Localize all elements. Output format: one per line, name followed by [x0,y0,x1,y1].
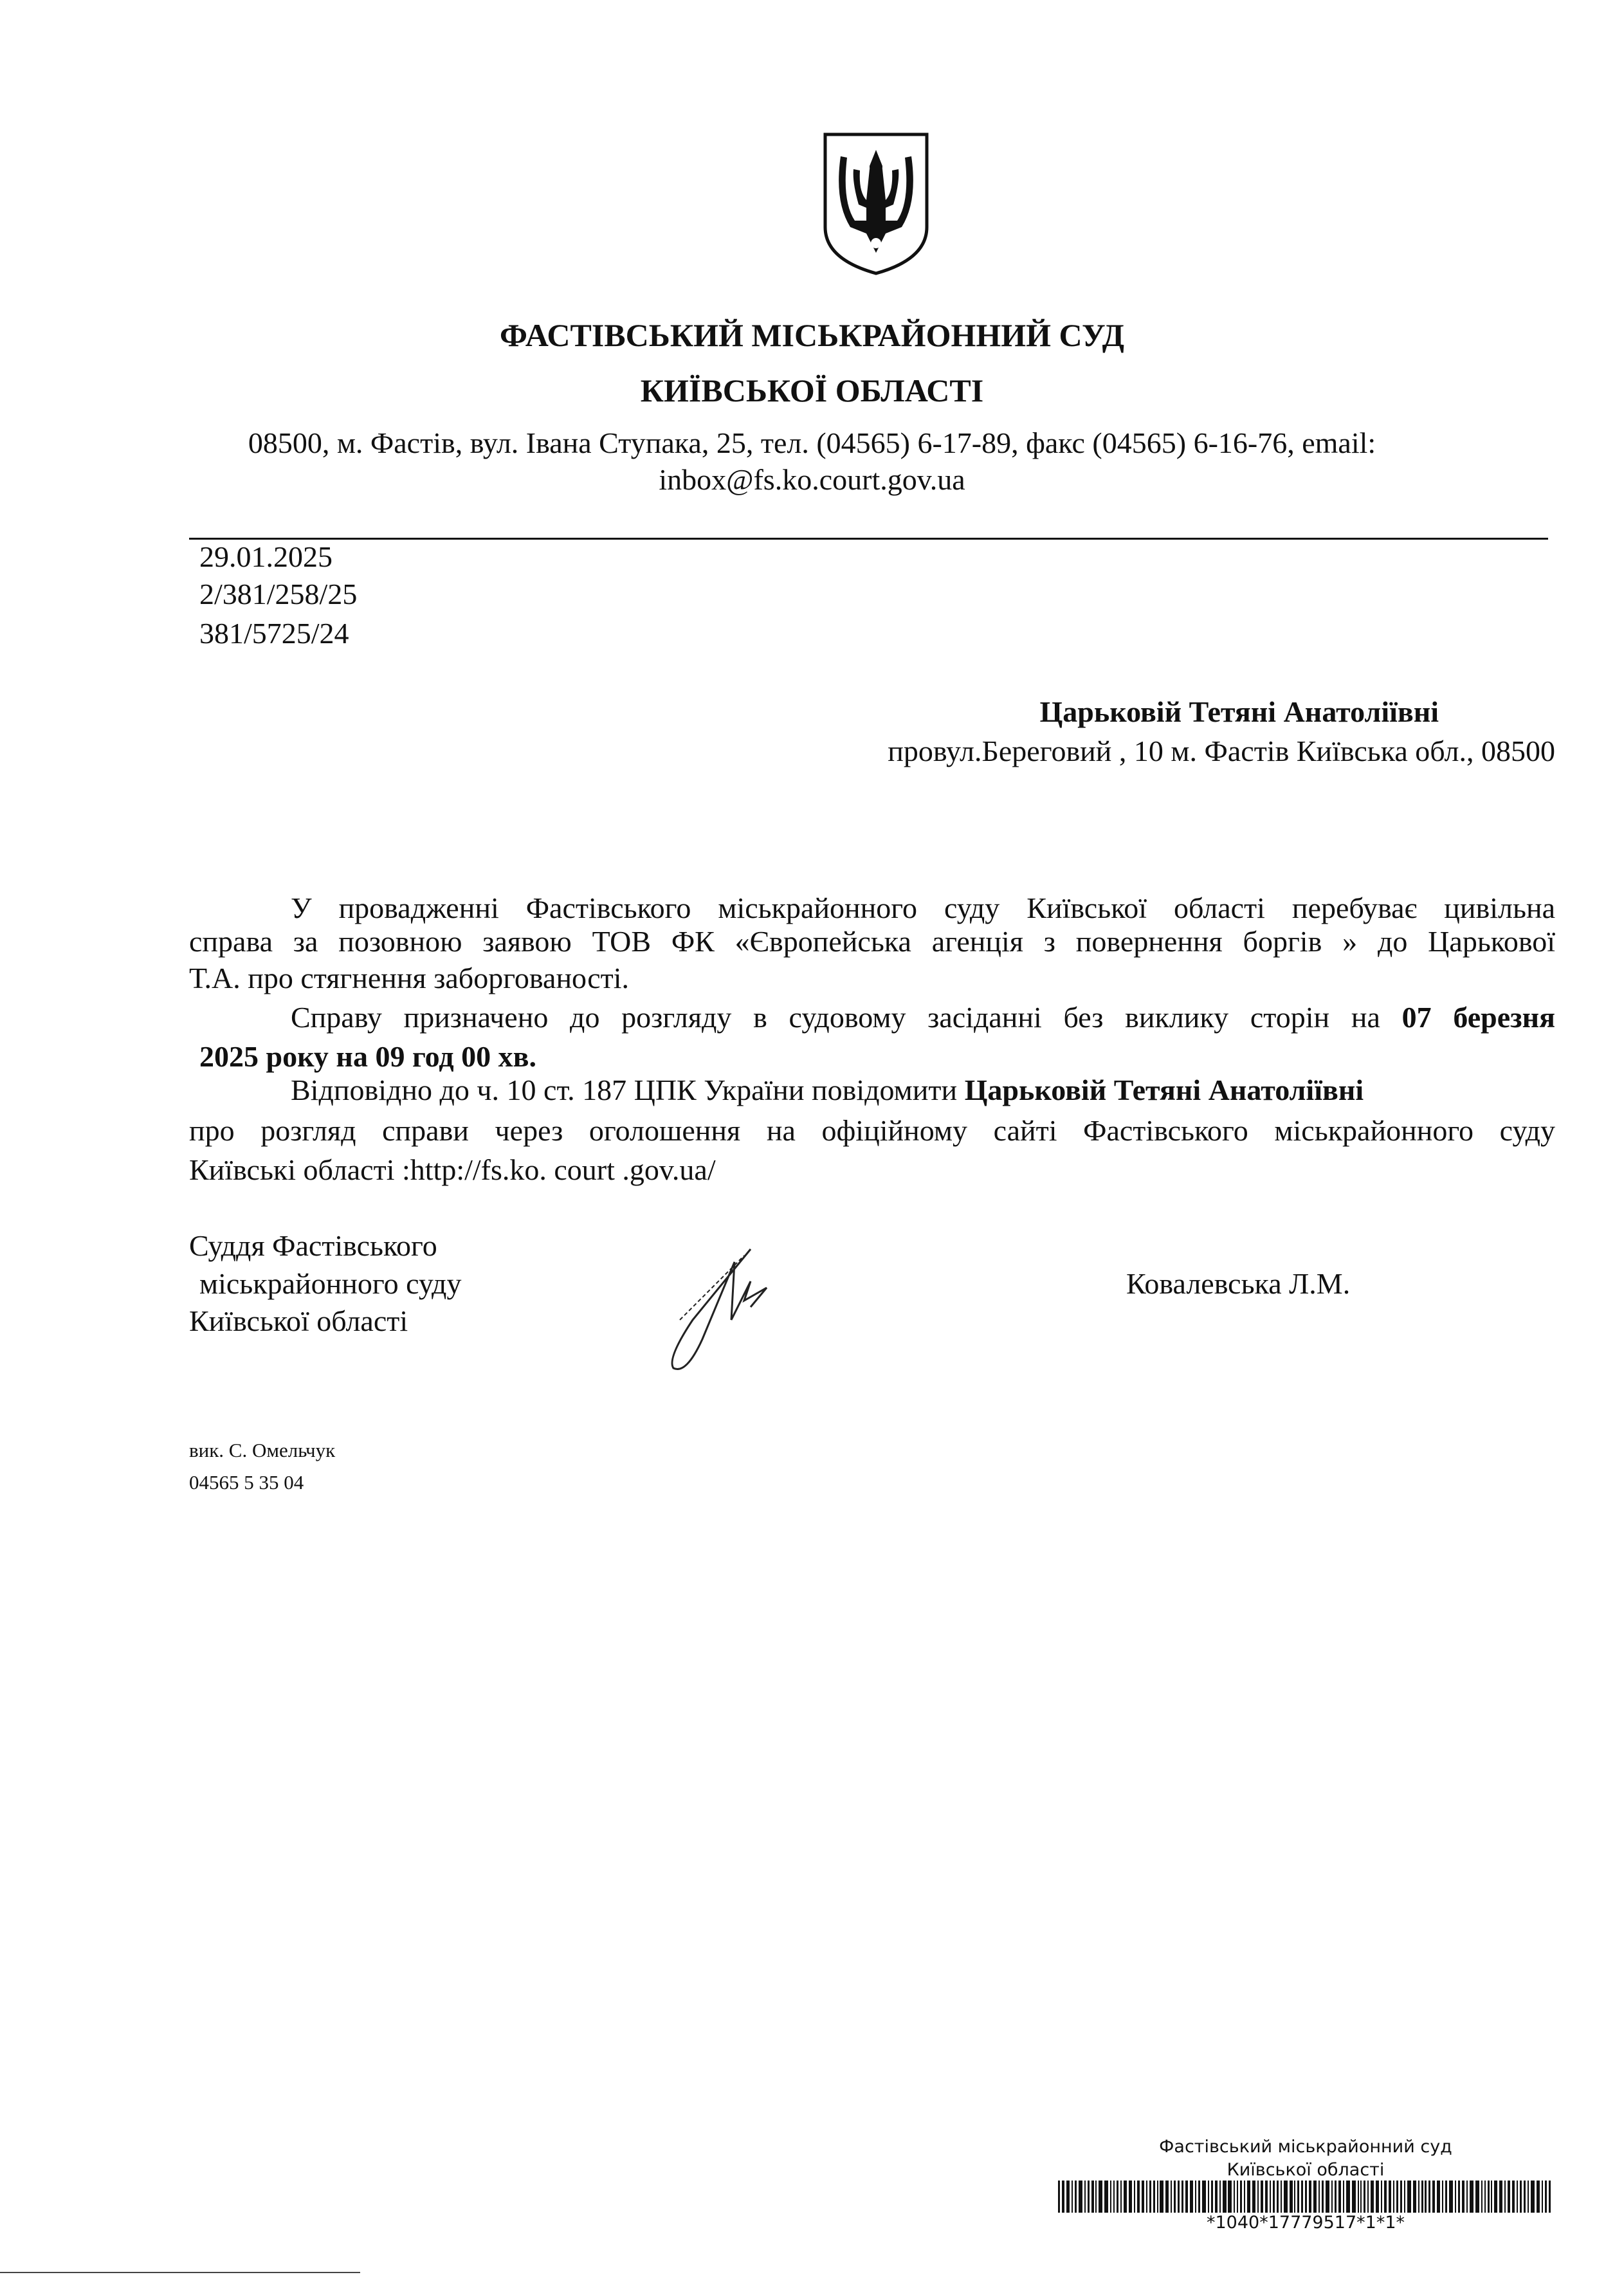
barcode-bar [1211,2181,1213,2213]
barcode-bar [1117,2181,1118,2213]
barcode-bar [1400,2181,1402,2213]
barcode-bar [1396,2181,1398,2213]
barcode-bar [1190,2181,1193,2213]
barcode-bar [1265,2181,1268,2213]
barcode-bar [1195,2181,1196,2213]
judge-position-line3: Київської області [189,1304,408,1337]
barcode-bar [1466,2181,1468,2213]
barcode-bar [1257,2181,1259,2213]
barcode-bar [1270,2181,1271,2213]
barcode-bar [1318,2181,1320,2213]
barcode-bar [1470,2181,1473,2213]
barcode-bar [1244,2181,1245,2213]
barcode-bar [1165,2181,1169,2213]
barcode-bar [1488,2181,1490,2213]
trident-emblem-icon [821,131,931,277]
judge-position-line1: Суддя Фастівського [189,1229,437,1262]
barcode-bar [1421,2181,1423,2213]
outgoing-number: 2/381/258/25 [199,578,358,610]
barcode-bar [1284,2181,1288,2213]
barcode-bar [1491,2181,1492,2213]
barcode-bar [1537,2181,1540,2213]
barcode-bar [1237,2181,1238,2213]
stamp-region: Київської області [1227,2160,1385,2180]
body-paragraph-3-line-3: Київські області :http://fs.ko. court .gov.ua/ [189,1153,716,1186]
barcode-bar [1494,2181,1497,2213]
barcode-bar [1066,2181,1070,2213]
barcode-bar [1437,2181,1440,2213]
court-name-line2: КИЇВСЬКОЇ ОБЛАСТІ [640,372,984,408]
barcode-bar [1338,2181,1341,2213]
barcode-bar [1185,2181,1188,2213]
barcode-bar [1335,2181,1337,2213]
barcode-bar [1425,2181,1427,2213]
barcode-bar [1095,2181,1097,2213]
barcode-bar [1376,2181,1379,2213]
barcode-bar [1528,2181,1529,2213]
hearing-time: 2025 року на 09 год 00 хв. [199,1040,536,1073]
barcode-bar [1508,2181,1510,2213]
barcode-bar [1157,2181,1158,2213]
barcode-bar [1462,2181,1464,2213]
executor-phone: 04565 5 35 04 [189,1471,304,1494]
hearing-notice-text: Справу призначено до розгляду в судовому засіданні без виклику сторін на [291,1001,1380,1034]
barcode-bar [1322,2181,1324,2213]
barcode-bar [1142,2181,1144,2213]
barcode-bar [1153,2181,1155,2213]
handwritten-signature [654,1243,796,1378]
barcode-bar [1305,2181,1307,2213]
barcode-bar [1418,2181,1419,2213]
executor-name: вик. С. Омельчук [189,1439,336,1461]
case-number: 381/5725/24 [199,617,349,650]
barcode-bar [1481,2181,1483,2213]
court-name-line1: ФАСТІВСЬКИЙ МІСЬКРАЙОННИЙ СУД [499,317,1125,353]
barcode-bar [1058,2181,1060,2213]
barcode-bar [1504,2181,1506,2213]
barcode-bar [1512,2181,1515,2213]
barcode-bar [1129,2181,1132,2213]
barcode-bar [1261,2181,1263,2213]
body-paragraph-3-line-1 [291,1072,1555,1108]
barcode-bar [1247,2181,1250,2213]
body-paragraph-1-line-1: У провадженні Фастівського міськрайонного суду Київської області перебуває цивільна [291,892,1555,924]
barcode-bar [1364,2181,1365,2213]
barcode-bar [1137,2181,1140,2213]
barcode-bar [1084,2181,1086,2213]
barcode-bar [1290,2181,1293,2213]
barcode-number: *1040*17779517*1*1* [1207,2213,1405,2233]
barcode-bar [1352,2181,1356,2213]
letter-date: 29.01.2025 [199,540,333,573]
barcode-bar [1281,2181,1282,2213]
barcode-bar [1524,2181,1526,2213]
barcode-bar [1475,2181,1479,2213]
barcode [1058,2181,1551,2213]
barcode-bar [1301,2181,1303,2213]
barcode-bar [1088,2181,1090,2213]
barcode-bar [1381,2181,1382,2213]
barcode-bar [1389,2181,1391,2213]
barcode-bar [1149,2181,1151,2213]
court-email-link[interactable]: inbox@fs.ko.court.gov.ua [659,463,965,496]
bottom-edge-line [0,2272,360,2273]
body-paragraph-1-line-2: справа за позовною заявою ТОВ ФК «Європейська агенція з повернення боргів » до Царькової [189,925,1555,958]
barcode-bar [1134,2181,1135,2213]
barcode-bar [1520,2181,1522,2213]
barcode-bar [1223,2181,1227,2213]
barcode-bar [1182,2181,1183,2213]
barcode-bar [1432,2181,1435,2213]
barcode-bar [1113,2181,1115,2213]
barcode-bar [1202,2181,1206,2213]
barcode-bar [1178,2181,1180,2213]
barcode-bar [1531,2181,1535,2213]
barcode-bar [1075,2181,1077,2213]
barcode-bar [1277,2181,1279,2213]
barcode-bar [1393,2181,1394,2213]
barcode-bar [1455,2181,1456,2213]
barcode-bar [1091,2181,1094,2213]
barcode-bar [1146,2181,1147,2213]
barcode-bar [1313,2181,1317,2213]
barcode-bar [1297,2181,1299,2213]
barcode-bar [1228,2181,1232,2213]
barcode-bar [1252,2181,1255,2213]
barcode-bar [1309,2181,1311,2213]
barcode-bar [1294,2181,1295,2213]
barcode-bar [1343,2181,1344,2213]
barcode-bar [1449,2181,1453,2213]
barcode-bar [1484,2181,1486,2213]
notification-text: Відповідно до ч. 10 ст. 187 ЦПК України повідомити [291,1074,958,1106]
barcode-bar [1099,2181,1102,2213]
body-paragraph-2-line-1 [291,1000,1555,1036]
barcode-bar [1124,2181,1127,2213]
header-divider [189,538,1548,540]
barcode-bar [1413,2181,1416,2213]
barcode-bar [1404,2181,1405,2213]
barcode-bar [1346,2181,1350,2213]
barcode-bar [1458,2181,1460,2213]
barcode-bar [1198,2181,1200,2213]
barcode-bar [1549,2181,1551,2213]
barcode-bar [1234,2181,1235,2213]
barcode-bar [1104,2181,1108,2213]
barcode-bar [1171,2181,1172,2213]
barcode-bar [1215,2181,1218,2213]
barcode-bar [1367,2181,1369,2213]
judge-name: Ковалевська Л.М. [1126,1267,1351,1300]
barcode-bar [1371,2181,1374,2213]
notified-person: Царьковій Тетяні Анатоліївні [964,1074,1364,1106]
barcode-bar [1445,2181,1447,2213]
barcode-bar [1208,2181,1209,2213]
addressee-address: провул.Береговий , 10 м. Фастів Київська обл., 08500 [888,735,1555,767]
barcode-bar [1499,2181,1502,2213]
barcode-bar [1442,2181,1443,2213]
barcode-bar [1326,2181,1329,2213]
barcode-bar [1517,2181,1518,2213]
barcode-bar [1428,2181,1430,2213]
judge-position-line2: міськрайонного суду [199,1267,462,1300]
barcode-bar [1358,2181,1359,2213]
hearing-date: 07 березня [1401,1001,1556,1034]
barcode-bar [1160,2181,1163,2213]
barcode-bar [1360,2181,1362,2213]
barcode-bar [1062,2181,1064,2213]
barcode-bar [1273,2181,1275,2213]
barcode-bar [1219,2181,1221,2213]
barcode-bar [1384,2181,1387,2213]
barcode-bar [1174,2181,1176,2213]
body-paragraph-3-line-2: про розгляд справи через оголошення на офіційному сайті Фастівського міськрайонного суду [189,1114,1555,1147]
barcode-bar [1079,2181,1082,2213]
barcode-bar [1240,2181,1242,2213]
barcode-bar [1072,2181,1073,2213]
barcode-bar [1407,2181,1411,2213]
stamp-court-name: Фастівський міськрайонний суд [1159,2137,1452,2157]
barcode-bar [1542,2181,1543,2213]
barcode-bar [1110,2181,1111,2213]
barcode-bar [1331,2181,1333,2213]
barcode-bar [1120,2181,1122,2213]
body-paragraph-1-line-3: Т.А. про стягнення заборгованості. [189,962,630,994]
addressee-name: Царьковій Тетяні Анатоліївні [1039,695,1439,728]
court-address: 08500, м. Фастів, вул. Івана Ступака, 25, тел. (04565) 6-17-89, факс (04565) 6-16-76, email: [248,426,1376,459]
barcode-bar [1545,2181,1547,2213]
